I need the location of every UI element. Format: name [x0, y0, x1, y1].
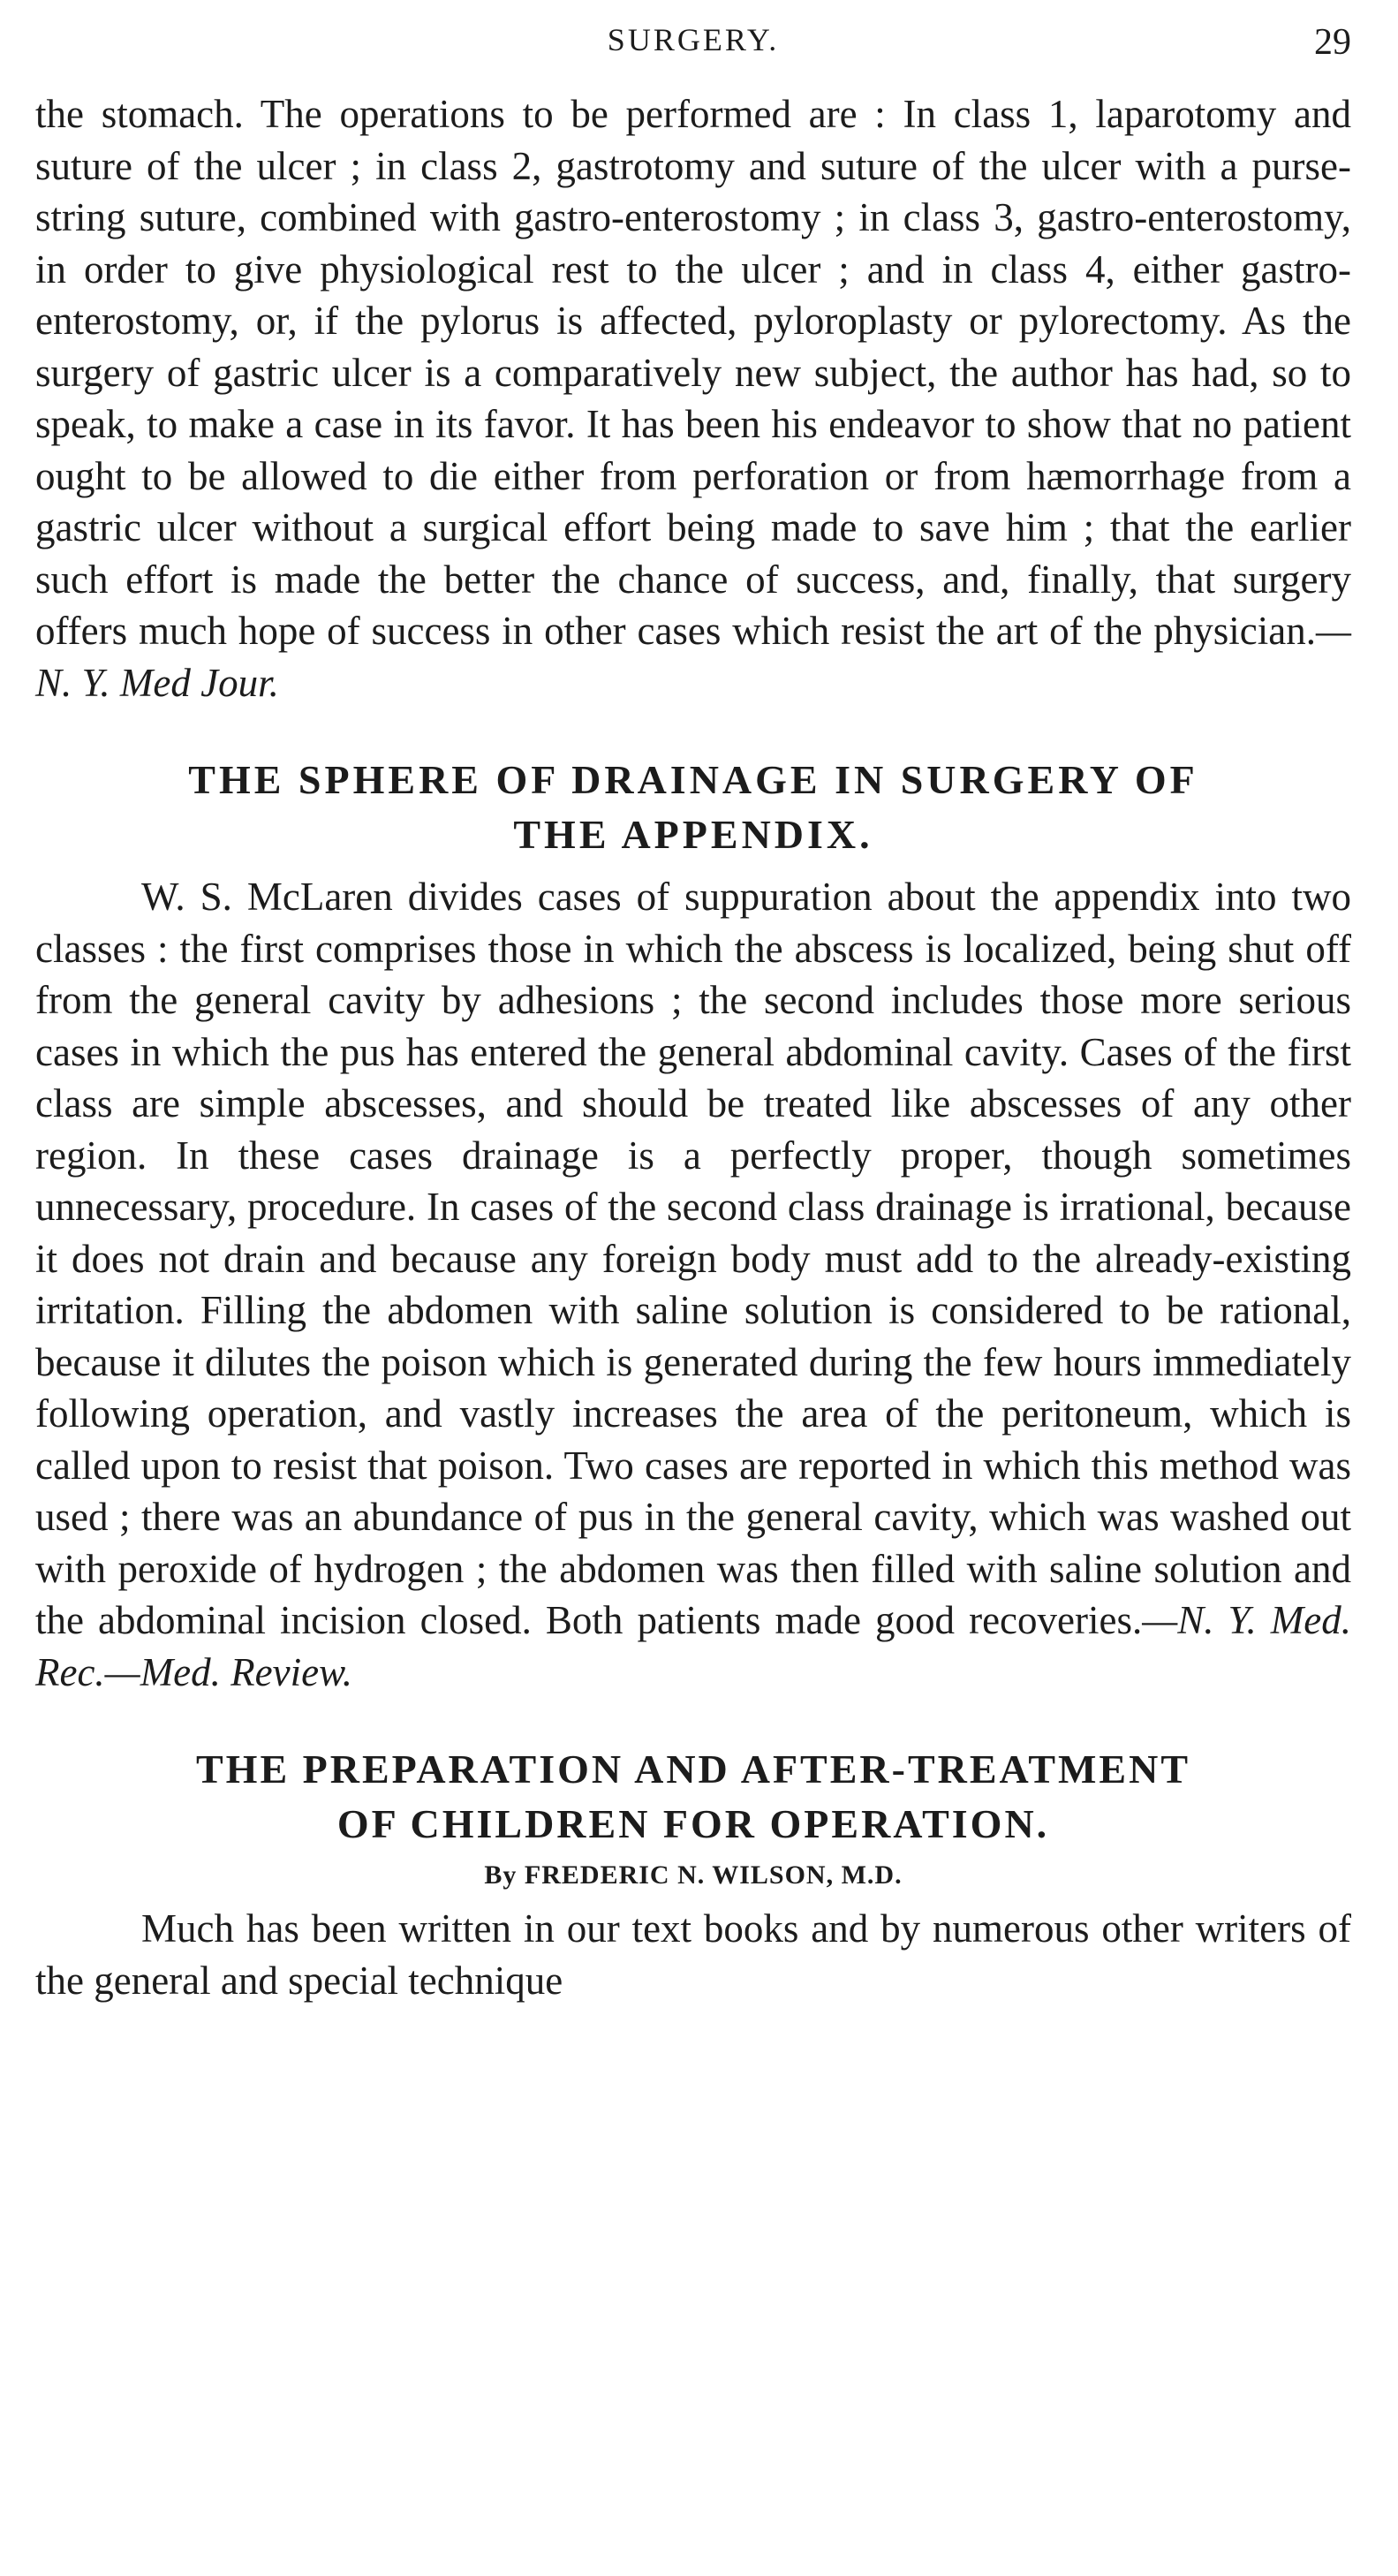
article-drainage-title-line1: THE SPHERE OF DRAINAGE IN SURGERY OF	[188, 757, 1198, 802]
article-drainage-title	[35, 753, 1351, 862]
article-drainage-title-line2: THE APPENDIX.	[513, 812, 873, 857]
article-children-text: Much has been written in our text books and by numerous other writers of the general and special technique	[35, 1906, 1351, 2003]
article-gastric-ulcer-body: the stomach. The operations to be performed are : In class 1, laparotomy and suture of the ulcer ; in class 2, gastrotomy and suture of the ulcer with a purse-string suture, combined with gastro-enterostomy ; in class 3, gastro-enterostomy, in order to give physiological rest to the ulcer ; and in class 4, either gastro-enterostomy, or, if the pylorus is affected, pyloroplasty or pylorectomy. As the surgery of gastric ulcer is a comparatively new subject, the author has had, so to speak, to make a case in its favor. It has been his endeavor to show that no patient ought to be allowed to die either from perforation or from hæmorrhage from a gastric ulcer without a surgical effort being made to save him ; that the earlier such effort is made the better the chance of success, and, finally, that surgery offers much hope of success in other cases which resist the art of the physician.	[35, 92, 1351, 653]
article-gastric-ulcer-citation: —N. Y. Med Jour.	[35, 609, 1351, 705]
article-drainage-body: W. S. McLaren divides cases of suppuration about the appendix into two classes : the first comprises those in which the abscess is localized, being shut off from the general cavity by adhesions ; the second includes those more serious cases in which the pus has entered the general abdominal cavity. Cases of the first class are simple abscesses, and should be treated like abscesses of any other region. In these cases drainage is a perfectly proper, though sometimes unnecessary, procedure. In cases of the second class drainage is irrational, because it does not drain and because any foreign body must add to the already-existing irritation. Filling the abdomen with saline solution is considered to be rational, because it dilutes the poison which is generated during the few hours immediately following operation, and vastly increases the area of the peritoneum, which is called upon to resist that poison. Two cases are reported in which this method was used ; there was an abundance of pus in the general cavity, which was washed out with peroxide of hydrogen ; the abdomen was then filled with saline solution and the abdominal incision closed. Both patients made good recoveries.	[35, 875, 1351, 1642]
article-gastric-ulcer-text	[35, 88, 1351, 708]
article-children-byline: By FREDERIC N. WILSON, M.D.	[484, 1860, 903, 1890]
article-children-title-line2: OF CHILDREN FOR OPERATION.	[336, 1801, 1050, 1846]
book-page	[35, 0, 1351, 2006]
page-number: 29	[1314, 22, 1351, 63]
article-children-title	[35, 1742, 1351, 1852]
article-drainage-text	[35, 871, 1351, 1698]
article-children-title-line1: THE PREPARATION AND AFTER-TREATMENT	[195, 1746, 1191, 1792]
running-title: SURGERY.	[607, 22, 780, 57]
running-header	[35, 0, 1351, 88]
article-drainage-citation: —N. Y. Med. Rec.—Med. Review.	[35, 1598, 1351, 1694]
